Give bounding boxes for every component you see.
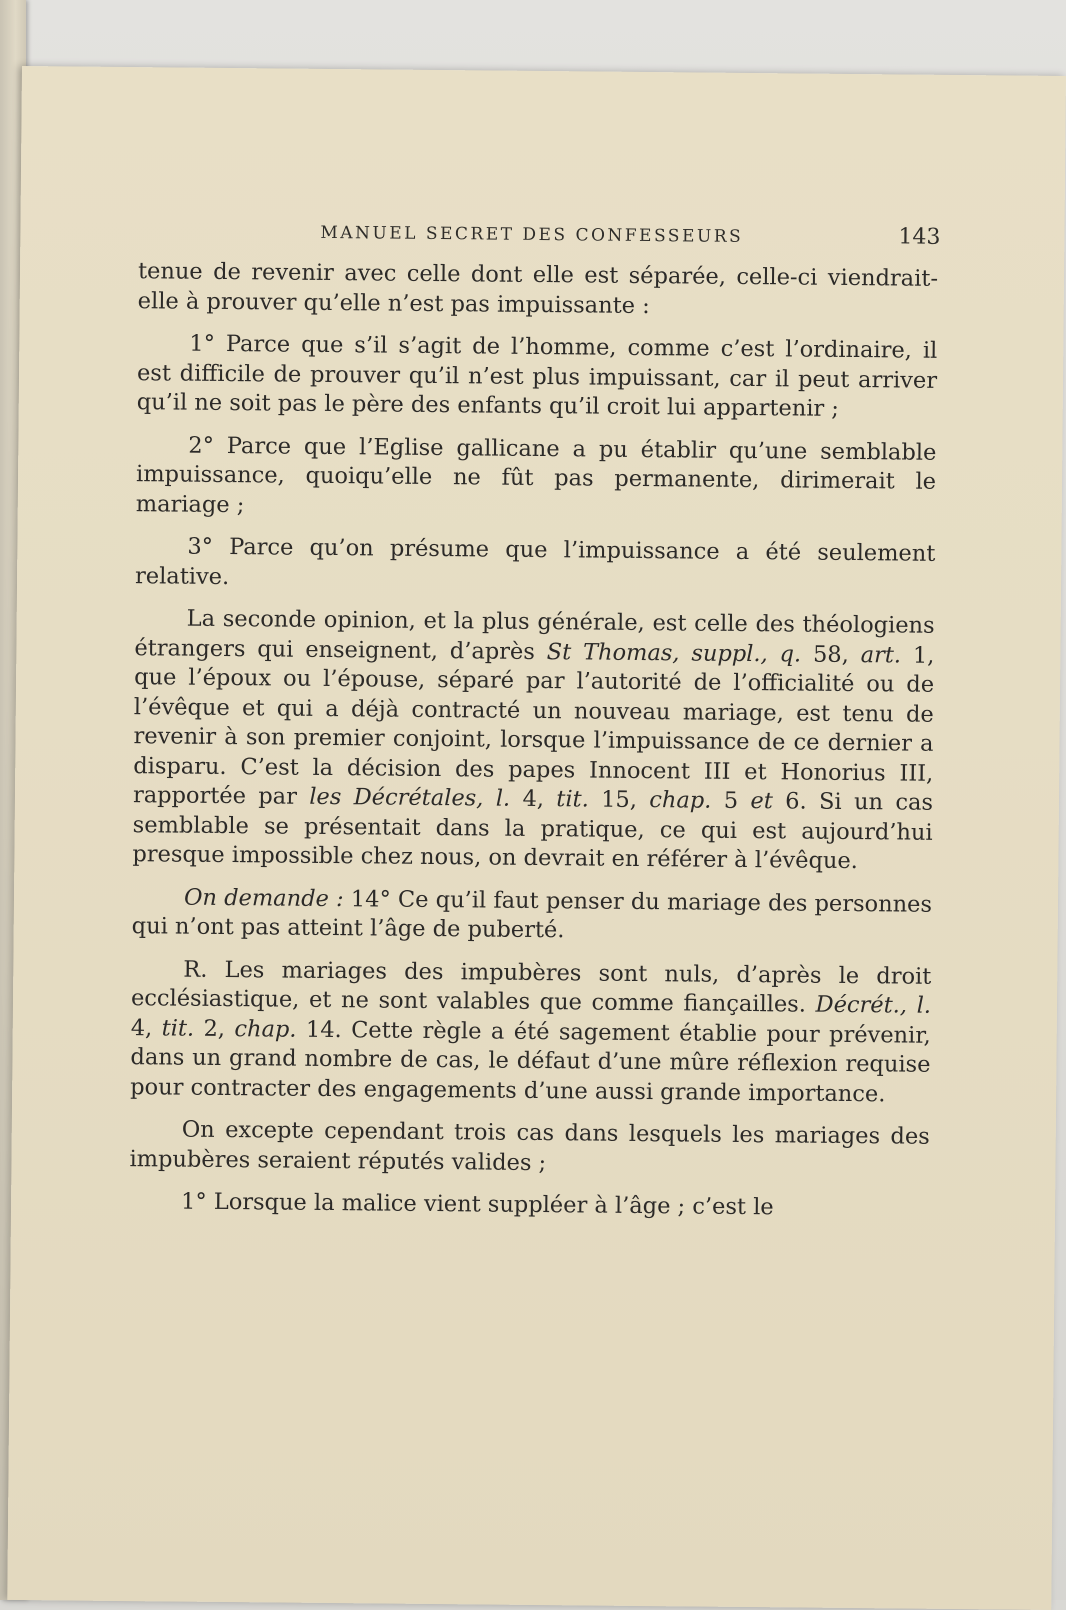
paragraph: tenue de revenir avec celle dont elle est séparée, celle-ci viendrait-elle à prouver qu’elle n’est pas impuissante : (137, 258, 939, 319)
paragraph: 1° Lorsque la malice vient suppléer à l’âge ; c’est le (180, 1188, 774, 1221)
text-run: 6. Si un cas semblable se présentait dans la pratique, ce qui est aujourd’hui presque impossible chez nous, on devrait en référer à l’évêque. (132, 788, 934, 875)
text-run: 15, (588, 786, 650, 814)
body-text (129, 257, 938, 1237)
running-title: MANUEL SECRET DES CONFESSEURS (320, 222, 744, 247)
text-run: 14. Cette règle a été sagement établie pour prévenir, dans un grand nombre de cas, le défaut d’une mûre réflexion requise pour contracter des engagements d’une aussi grande importance. (130, 1016, 931, 1107)
italic-citation: les Décrétales, l. (309, 783, 511, 812)
page-number: 143 (898, 224, 941, 250)
text-run: 5 (711, 787, 751, 815)
italic-citation: tit. (161, 1014, 195, 1042)
italic-citation: Décrét., l. (815, 991, 932, 1019)
text-run: 2, (193, 1015, 235, 1042)
italic-citation: art. (860, 641, 902, 668)
italic-citation: chap. (234, 1015, 297, 1043)
italic-citation: et (750, 788, 773, 815)
text-run: 14° Ce qu’il faut penser du mariage des personnes qui n’ont pas atteint l’âge de puberté. (131, 885, 933, 944)
text-run: 1, que l’époux ou l’épouse, séparé par l’autorité de l’officialité ou de l’évêque et qui a déjà contracté un nouveau mariage, est tenu de revenir à son premier conjoint, lorsque l’impuissance de ce dernier a disparu. C’est la décision des papes Innocent III et Honorius III, rapportée par (132, 641, 935, 810)
paragraph: On excepte cependant trois cas dans lesquels les mariages des impubères seraient réputés valides ; (129, 1116, 930, 1176)
italic-citation: St Thomas, suppl., q. (546, 638, 802, 668)
text-run: 4, (510, 785, 557, 813)
paragraph: 1° Parce que s’il s’agit de l’homme, comme c’est l’ordinaire, il est difficile de prouver qu’il n’est plus impuissant, car il peut arriver qu’il ne soit pas le père des enfants qu’il croit lui appartenir ; (136, 330, 938, 422)
text-run: 58, (801, 641, 861, 668)
page-header (320, 219, 940, 265)
italic-question-label: On demande : (183, 884, 344, 912)
italic-citation: tit. (556, 786, 589, 813)
paragraph: 3° Parce qu’on présume que l’impuissance a été seulement relative. (134, 533, 936, 590)
book-page (7, 66, 1066, 1610)
italic-citation: chap. (649, 787, 712, 814)
text-run: R. Les mariages des impubères sont nuls, d’après le droit ecclésiastique, et ne sont valables que comme fiançailles. (130, 956, 932, 1018)
paragraph (132, 604, 935, 877)
paragraph: 2° Parce que l’Eglise gallicane a pu établir qu’une semblable impuissance, quoiqu’elle ne fût pas permanente, dirimerait le mariage ; (135, 432, 937, 518)
text-run: 4, (130, 1014, 162, 1041)
paragraph (132, 883, 933, 950)
paragraph (130, 955, 931, 1110)
text-run: La seconde opinion, et la plus générale, est celle des théologiens étrangers qui enseignent, d’après (134, 605, 935, 665)
